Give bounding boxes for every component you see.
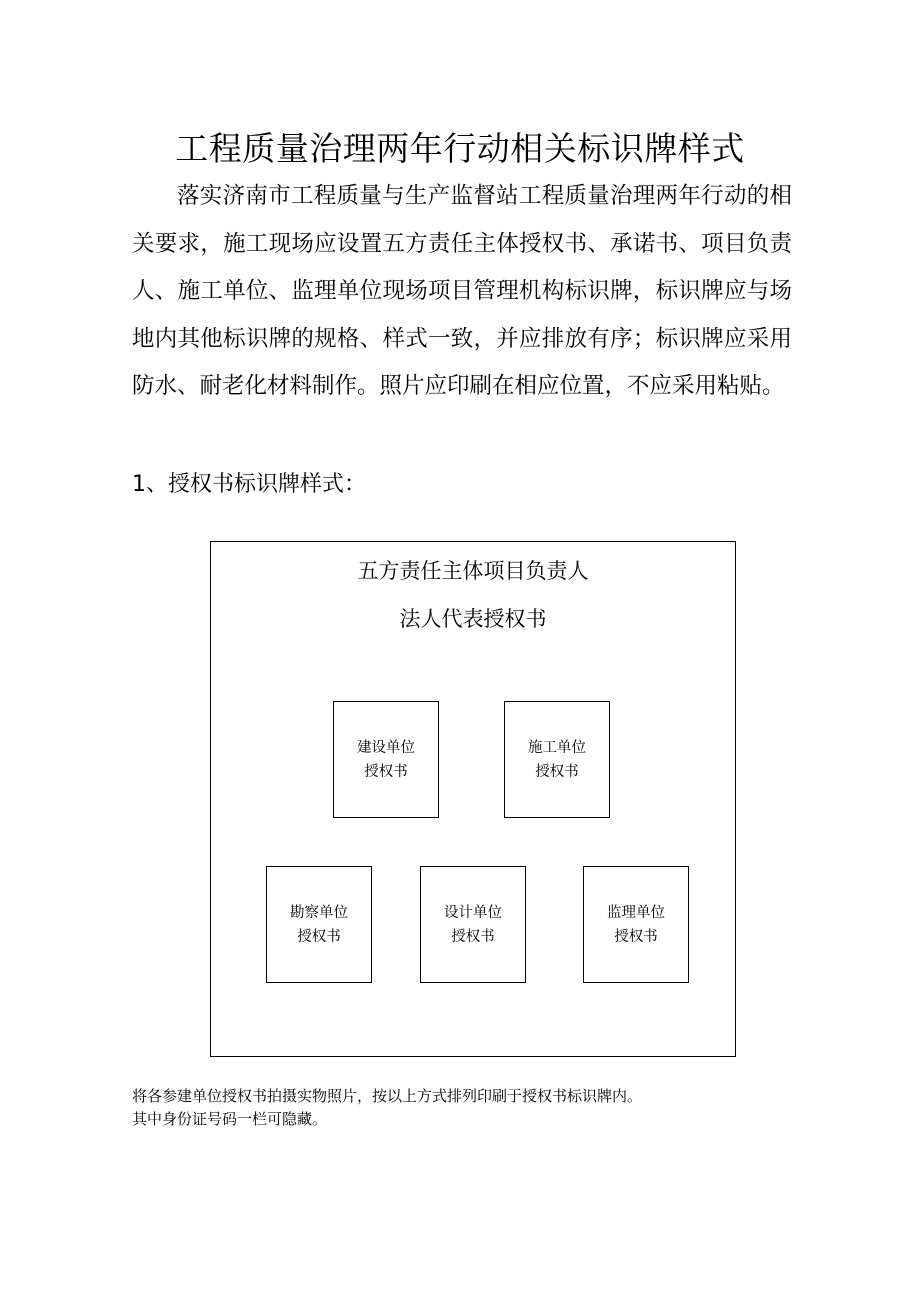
- section-heading: 1、授权书标识牌样式：: [132, 472, 366, 497]
- page-title: 工程质量治理两年行动相关标识牌样式: [175, 129, 745, 168]
- footnote: [132, 1085, 642, 1131]
- footnote-line1: 将各参建单位授权书拍摄实物照片，按以上方式排列印刷于授权书标识牌内。: [132, 1087, 643, 1105]
- box-label: 建设单位: [357, 739, 415, 756]
- box-sublabel: 授权书: [364, 763, 408, 780]
- box-survey-unit: [266, 866, 372, 983]
- footnote-line2: 其中身份证号码一栏可隐藏。: [132, 1110, 328, 1128]
- box-sublabel: 授权书: [451, 928, 495, 945]
- box-sublabel: 授权书: [614, 928, 658, 945]
- box-sublabel: 授权书: [535, 763, 579, 780]
- box-label: 施工单位: [528, 739, 586, 756]
- box-label: 监理单位: [607, 904, 665, 921]
- intro-paragraph: 落实济南市工程质量与生产监督站工程质量治理两年行动的相关要求，施工现场应设置五方责任主体授权书、承诺书、项目负责人、施工单位、监理单位现场项目管理机构标识牌，标识牌应与场地内其他标识牌的规格、样式一致，并应排放有序；标识牌应采用防水、耐老化材料制作。照片应印刷在相应位置，不应采用粘贴。: [132, 183, 792, 399]
- board-title-line2: 法人代表授权书: [399, 607, 547, 631]
- authorization-board-sample: [210, 541, 736, 1057]
- box-design-unit: [420, 866, 526, 983]
- box-label: 勘察单位: [290, 904, 348, 921]
- box-sublabel: 授权书: [297, 928, 341, 945]
- box-contractor-unit: [504, 701, 610, 818]
- box-construction-unit: [333, 701, 439, 818]
- box-supervision-unit: [583, 866, 689, 983]
- box-label: 设计单位: [444, 904, 502, 921]
- board-title-line1: 五方责任主体项目负责人: [357, 559, 589, 583]
